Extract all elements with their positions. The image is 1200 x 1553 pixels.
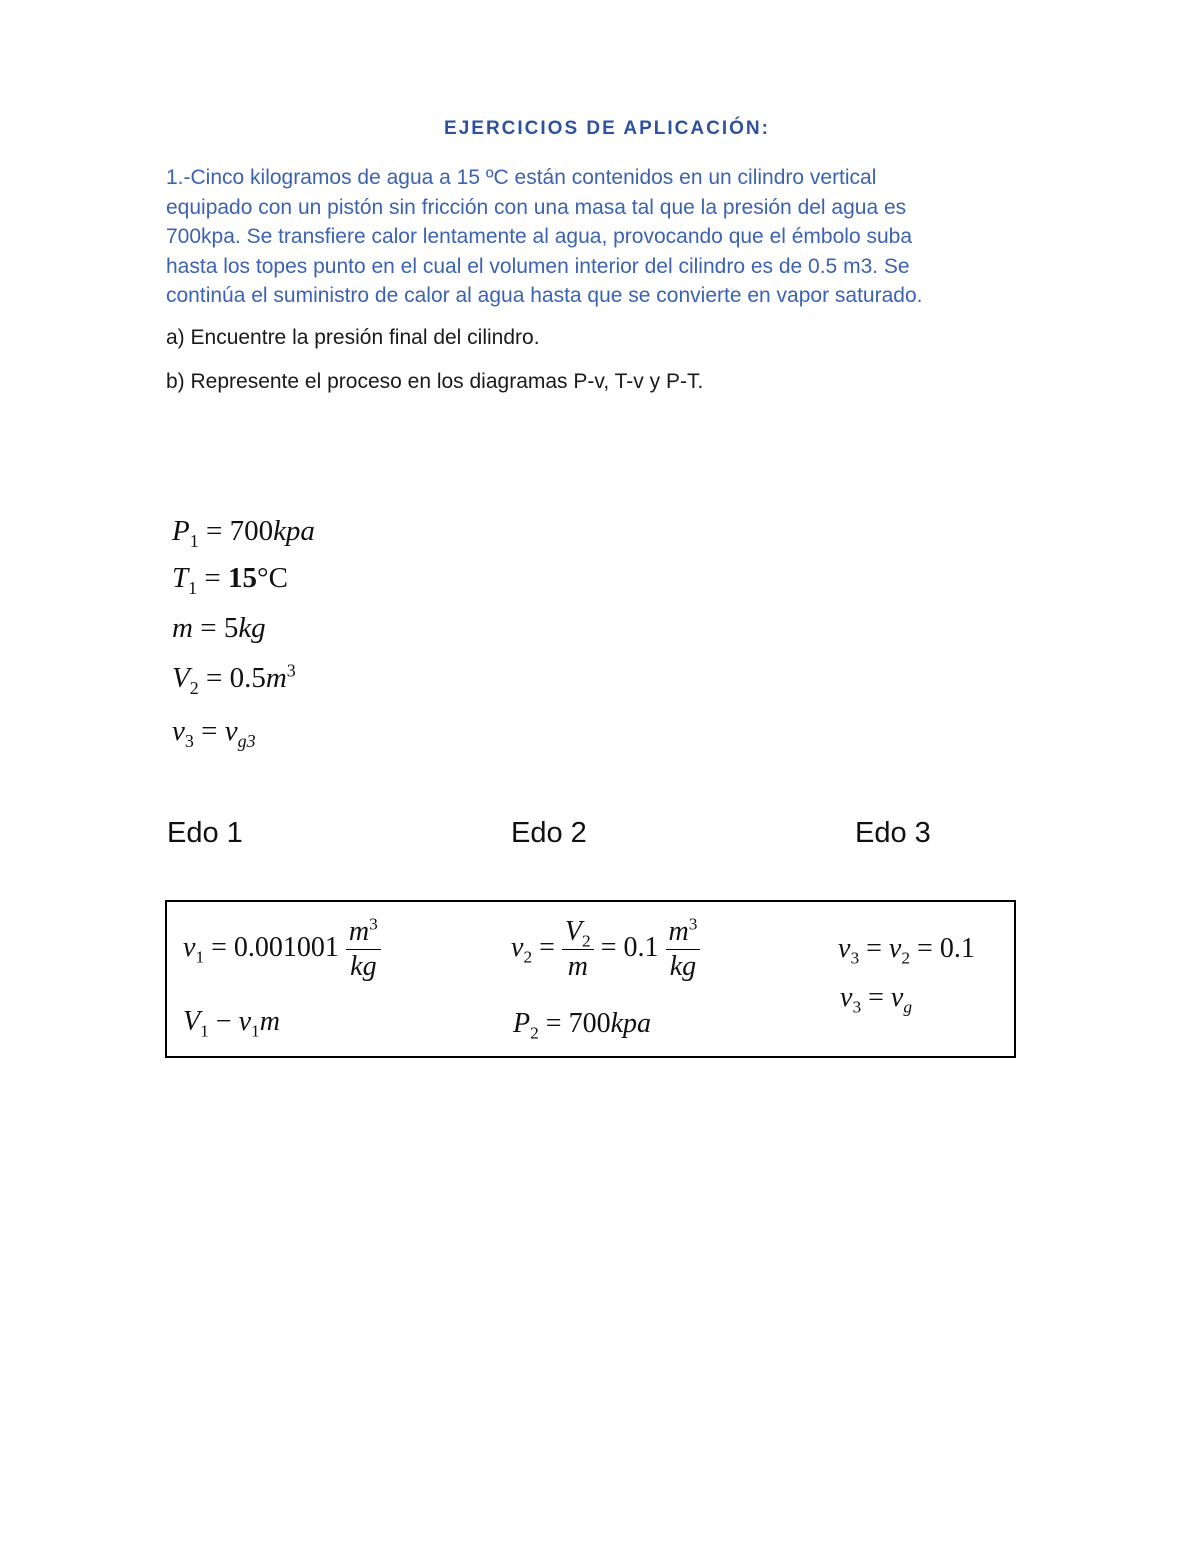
problem-line: hasta los topes punto en el cual el volumen interior del cilindro es de 0.5 m3. Se <box>166 254 910 278</box>
problem-line: 700kpa. Se transfiere calor lentamente al agua, provocando que el émbolo suba <box>166 225 912 248</box>
question-b: b) Represente el proceso en los diagramas P-v, T-v y P-T. <box>166 370 704 393</box>
problem-line: 1.-Cinco kilogramos de agua a 15 ºC están contenidos en un cilindro vertical <box>166 166 877 189</box>
given-v3: $v_3 = v_{g3}$ <box>172 715 256 751</box>
given-v2: $V_2 = 0.5m^3$ <box>172 660 296 698</box>
state2-pressure-equation: $P_2 = 700kpa$ <box>513 1008 652 1043</box>
problem-statement <box>166 163 1036 311</box>
given-mass: m = 5kg <box>172 612 266 644</box>
state-2-label: Edo 2 <box>511 817 587 849</box>
page-title: EJERCICIOS DE APLICACIÓN: <box>444 118 770 139</box>
problem-line: equipado con un pistón sin fricción con una masa tal que la presión del agua es <box>166 195 907 219</box>
problem-line: continúa el suministro de calor al agua hasta que se convierte en vapor saturado. <box>166 284 923 307</box>
state-3-label: Edo 3 <box>855 817 931 849</box>
state3-v3-equation: $v_3 = v_2 = 0.1$ <box>838 933 975 968</box>
question-a: a) Encuentre la presión final del cilindro. <box>166 326 540 349</box>
given-p1: $P_1 = 700kpa$ <box>172 515 315 551</box>
state1-volume-equation: $V_1 - v_1m$ <box>183 1006 280 1041</box>
state1-v1-equation: $v_1 = 0.001001$ $\frac{m^3}{kg}$ <box>183 915 381 984</box>
given-t1: $T_1 = 15^\circ C$ <box>172 562 288 598</box>
state-1-label: Edo 1 <box>167 817 243 849</box>
state2-v2-equation: $v_2$ = $\frac{V_2}{m}$ = 0.1 $\frac{m^3}{kg}$ <box>511 915 700 984</box>
state3-saturation-equation: $v_3 = v_g$ <box>840 982 913 1017</box>
